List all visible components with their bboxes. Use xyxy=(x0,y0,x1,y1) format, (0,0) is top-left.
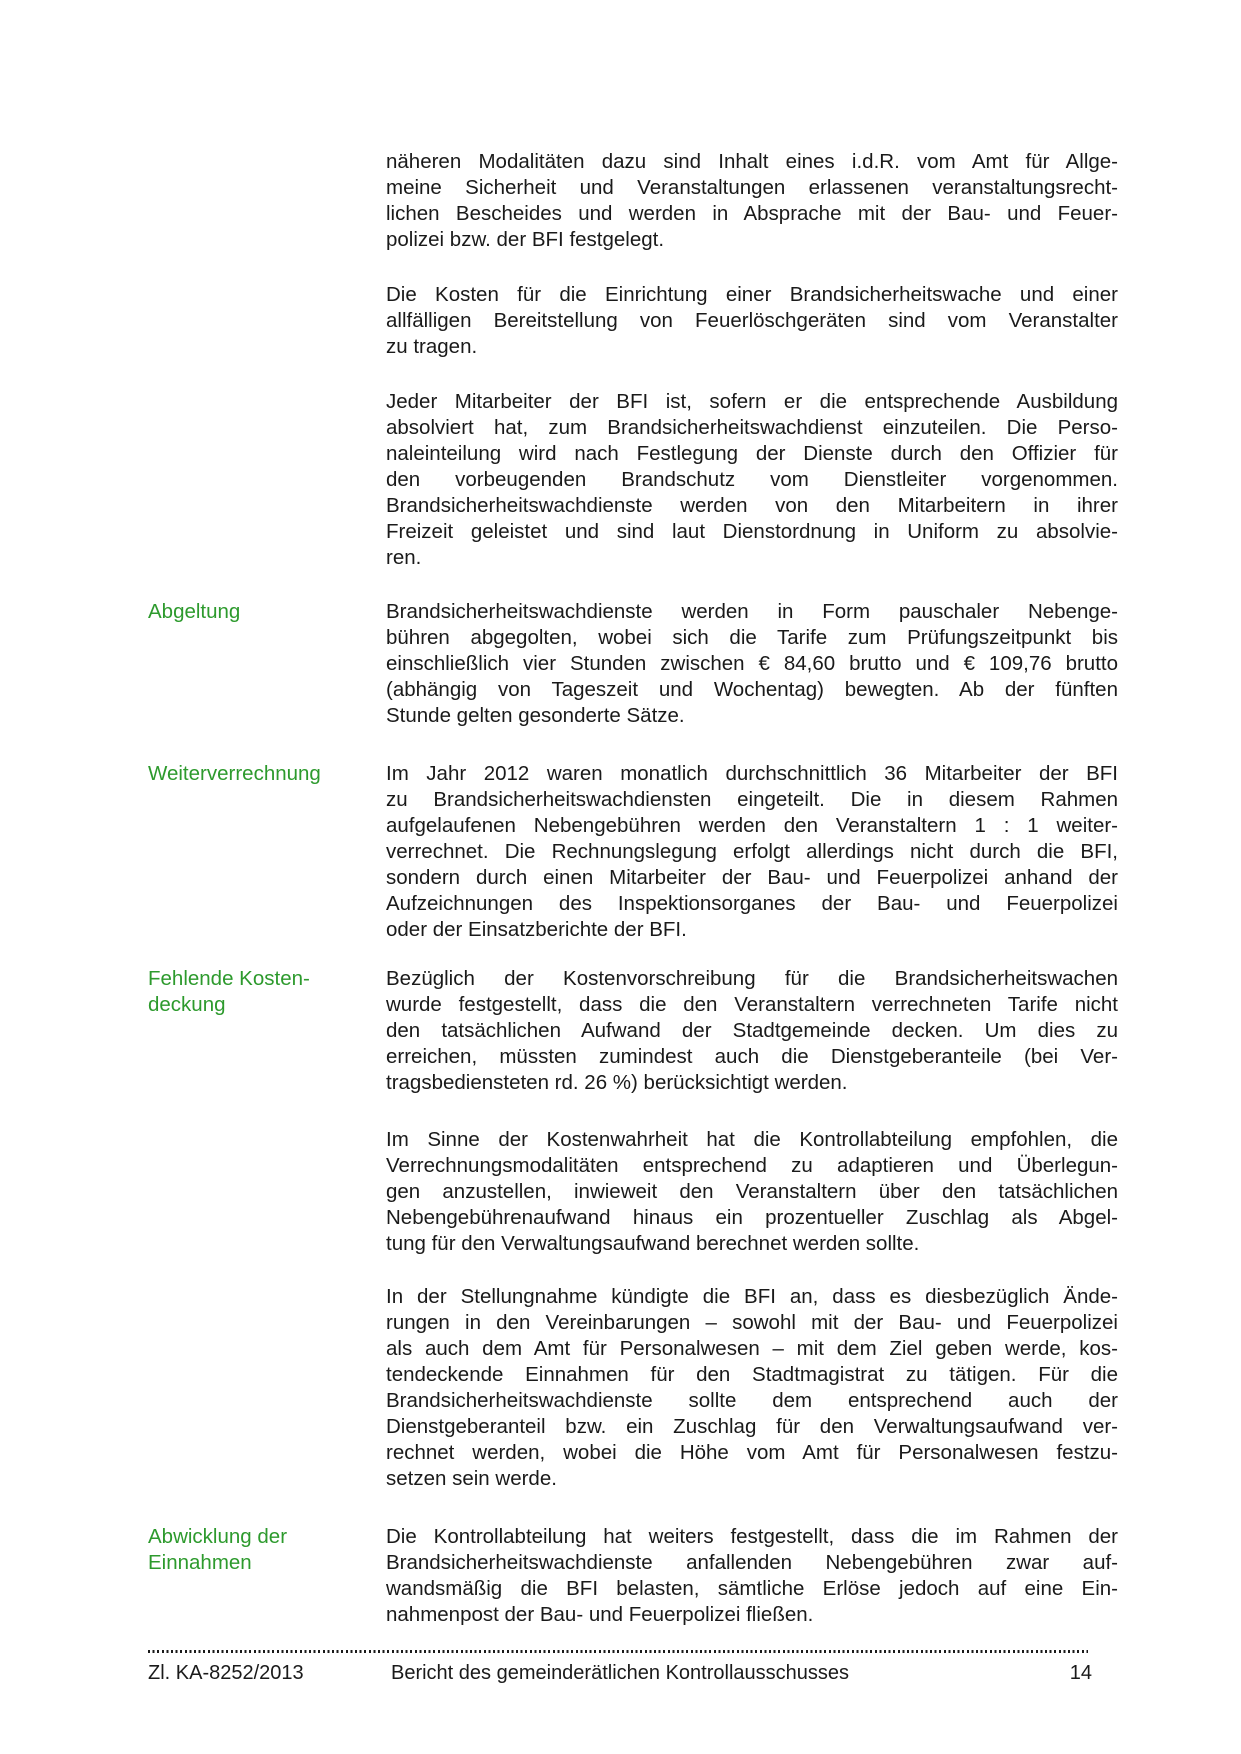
paragraph-line: Verrechnungsmodalitäten entsprechend zu adaptieren und Überlegun- xyxy=(386,1154,1118,1177)
section-paragraph xyxy=(386,1284,1118,1492)
margin-label-line: Einnahmen xyxy=(148,1551,252,1574)
paragraph-line: Dienstgeberanteil bzw. ein Zuschlag für den Verwaltungsaufwand ver- xyxy=(386,1415,1118,1438)
paragraph-line: rechnet werden, wobei die Höhe vom Amt für Personalwesen festzu- xyxy=(386,1441,1118,1464)
margin-label-line: Fehlende Kosten- xyxy=(148,967,310,990)
paragraph-line: lichen Bescheides und werden in Absprache mit der Bau- und Feuer- xyxy=(386,202,1118,225)
paragraph-line: gen anzustellen, inwieweit den Veranstaltern über den tatsächlichen xyxy=(386,1180,1118,1203)
paragraph-line: Die Kosten für die Einrichtung einer Brandsicherheitswache und einer xyxy=(386,283,1118,306)
section-margin-label xyxy=(148,966,386,1096)
margin-label-line: Weiterverrechnung xyxy=(148,762,321,785)
section-margin-label xyxy=(148,599,386,729)
section-paragraph xyxy=(386,1524,1118,1628)
report-section xyxy=(148,1284,1118,1492)
report-section xyxy=(148,389,1118,571)
paragraph-line: naleinteilung wird nach Festlegung der Dienste durch den Offizier für xyxy=(386,442,1118,465)
section-paragraph xyxy=(386,149,1118,253)
paragraph-line: setzen sein werde. xyxy=(386,1467,557,1490)
paragraph-line: allfälligen Bereitstellung von Feuerlöschgeräten sind vom Veranstalter xyxy=(386,309,1118,332)
report-section xyxy=(148,1524,1118,1628)
paragraph-line: verrechnet. Die Rechnungslegung erfolgt allerdings nicht durch die BFI, xyxy=(386,840,1118,863)
section-paragraph xyxy=(386,282,1118,360)
footer-page-number: 14 xyxy=(1069,1662,1092,1684)
paragraph-line: Jeder Mitarbeiter der BFI ist, sofern er die entsprechende Ausbildung xyxy=(386,390,1118,413)
margin-label-line: deckung xyxy=(148,993,226,1016)
paragraph-line: Aufzeichnungen des Inspektionsorganes der Bau- und Feuerpolizei xyxy=(386,892,1118,915)
margin-label-line: Abwicklung der xyxy=(148,1525,288,1548)
paragraph-line: rungen in den Vereinbarungen – sowohl mit der Bau- und Feuerpolizei xyxy=(386,1311,1118,1334)
section-margin-label xyxy=(148,282,386,360)
paragraph-line: einschließlich vier Stunden zwischen € 84,60 brutto und € 109,76 brutto xyxy=(386,652,1118,675)
paragraph-line: erreichen, müssten zumindest auch die Dienstgeberanteile (bei Ver- xyxy=(386,1045,1118,1068)
paragraph-line: meine Sicherheit und Veranstaltungen erlassenen veranstaltungsrecht- xyxy=(386,176,1118,199)
report-section xyxy=(148,761,1118,943)
section-paragraph xyxy=(386,599,1118,729)
paragraph-line: Nebengebührenaufwand hinaus ein prozentueller Zuschlag als Abgel- xyxy=(386,1206,1118,1229)
footer-divider xyxy=(148,1650,1088,1653)
section-margin-label xyxy=(148,761,386,943)
paragraph-line: den vorbeugenden Brandschutz vom Dienstleiter vorgenommen. xyxy=(386,468,1118,491)
paragraph-line: tragsbediensteten rd. 26 %) berücksichtigt werden. xyxy=(386,1071,848,1094)
paragraph-line: aufgelaufenen Nebengebühren werden den Veranstaltern 1 : 1 weiter- xyxy=(386,814,1118,837)
paragraph-line: nahmenpost der Bau- und Feuerpolizei fließen. xyxy=(386,1603,814,1626)
paragraph-line: tung für den Verwaltungsaufwand berechnet werden sollte. xyxy=(386,1232,920,1255)
section-margin-label xyxy=(148,1127,386,1257)
paragraph-line: Bezüglich der Kostenvorschreibung für die Brandsicherheitswachen xyxy=(386,967,1118,990)
section-margin-label xyxy=(148,149,386,253)
report-section xyxy=(148,599,1118,729)
paragraph-line: den tatsächlichen Aufwand der Stadtgemeinde decken. Um dies zu xyxy=(386,1019,1118,1042)
report-section xyxy=(148,1127,1118,1257)
section-paragraph xyxy=(386,389,1118,571)
paragraph-line: tendeckende Einnahmen für den Stadtmagistrat zu tätigen. Für die xyxy=(386,1363,1118,1386)
section-paragraph xyxy=(386,1127,1118,1257)
paragraph-line: (abhängig von Tageszeit und Wochentag) bewegten. Ab der fünften xyxy=(386,678,1118,701)
section-paragraph xyxy=(386,966,1118,1096)
paragraph-line: zu Brandsicherheitswachdiensten eingeteilt. Die in diesem Rahmen xyxy=(386,788,1118,811)
footer-title: Bericht des gemeinderätlichen Kontrollausschusses xyxy=(390,1662,850,1684)
paragraph-line: sondern durch einen Mitarbeiter der Bau- und Feuerpolizei anhand der xyxy=(386,866,1118,889)
report-section xyxy=(148,282,1118,360)
paragraph-line: Brandsicherheitswachdienste werden von den Mitarbeitern in ihrer xyxy=(386,494,1118,517)
paragraph-line: näheren Modalitäten dazu sind Inhalt eines i.d.R. vom Amt für Allge- xyxy=(386,150,1118,173)
footer-reference: Zl. KA-8252/2013 xyxy=(148,1662,304,1684)
paragraph-line: oder der Einsatzberichte der BFI. xyxy=(386,918,687,941)
paragraph-line: Brandsicherheitswachdienste anfallenden Nebengebühren zwar auf- xyxy=(386,1551,1118,1574)
paragraph-line: Im Jahr 2012 waren monatlich durchschnittlich 36 Mitarbeiter der BFI xyxy=(386,762,1118,785)
page-footer xyxy=(148,1660,1092,1686)
paragraph-line: In der Stellungnahme kündigte die BFI an, dass es diesbezüglich Ände- xyxy=(386,1285,1118,1308)
paragraph-line: wandsmäßig die BFI belasten, sämtliche Erlöse jedoch auf eine Ein- xyxy=(386,1577,1118,1600)
paragraph-line: wurde festgestellt, dass die den Veranstaltern verrechneten Tarife nicht xyxy=(386,993,1118,1016)
paragraph-line: Freizeit geleistet und sind laut Dienstordnung in Uniform zu absolvie- xyxy=(386,520,1118,543)
paragraph-line: Stunde gelten gesonderte Sätze. xyxy=(386,704,685,727)
report-section xyxy=(148,149,1118,253)
paragraph-line: Im Sinne der Kostenwahrheit hat die Kontrollabteilung empfohlen, die xyxy=(386,1128,1118,1151)
paragraph-line: zu tragen. xyxy=(386,335,478,358)
report-section xyxy=(148,966,1118,1096)
paragraph-line: als auch dem Amt für Personalwesen – mit dem Ziel geben werde, kos- xyxy=(386,1337,1118,1360)
margin-label-line: Abgeltung xyxy=(148,600,241,623)
paragraph-line: ren. xyxy=(386,546,422,569)
paragraph-line: bühren abgegolten, wobei sich die Tarife zum Prüfungszeitpunkt bis xyxy=(386,626,1118,649)
paragraph-line: Brandsicherheitswachdienste werden in Form pauschaler Nebenge- xyxy=(386,600,1118,623)
section-margin-label xyxy=(148,389,386,571)
paragraph-line: Brandsicherheitswachdienste sollte dem entsprechend auch der xyxy=(386,1389,1118,1412)
section-margin-label xyxy=(148,1284,386,1492)
paragraph-line: polizei bzw. der BFI festgelegt. xyxy=(386,228,665,251)
paragraph-line: absolviert hat, zum Brandsicherheitswachdienst einzuteilen. Die Perso- xyxy=(386,416,1118,439)
section-margin-label xyxy=(148,1524,386,1628)
section-paragraph xyxy=(386,761,1118,943)
paragraph-line: Die Kontrollabteilung hat weiters festgestellt, dass die im Rahmen der xyxy=(386,1525,1118,1548)
